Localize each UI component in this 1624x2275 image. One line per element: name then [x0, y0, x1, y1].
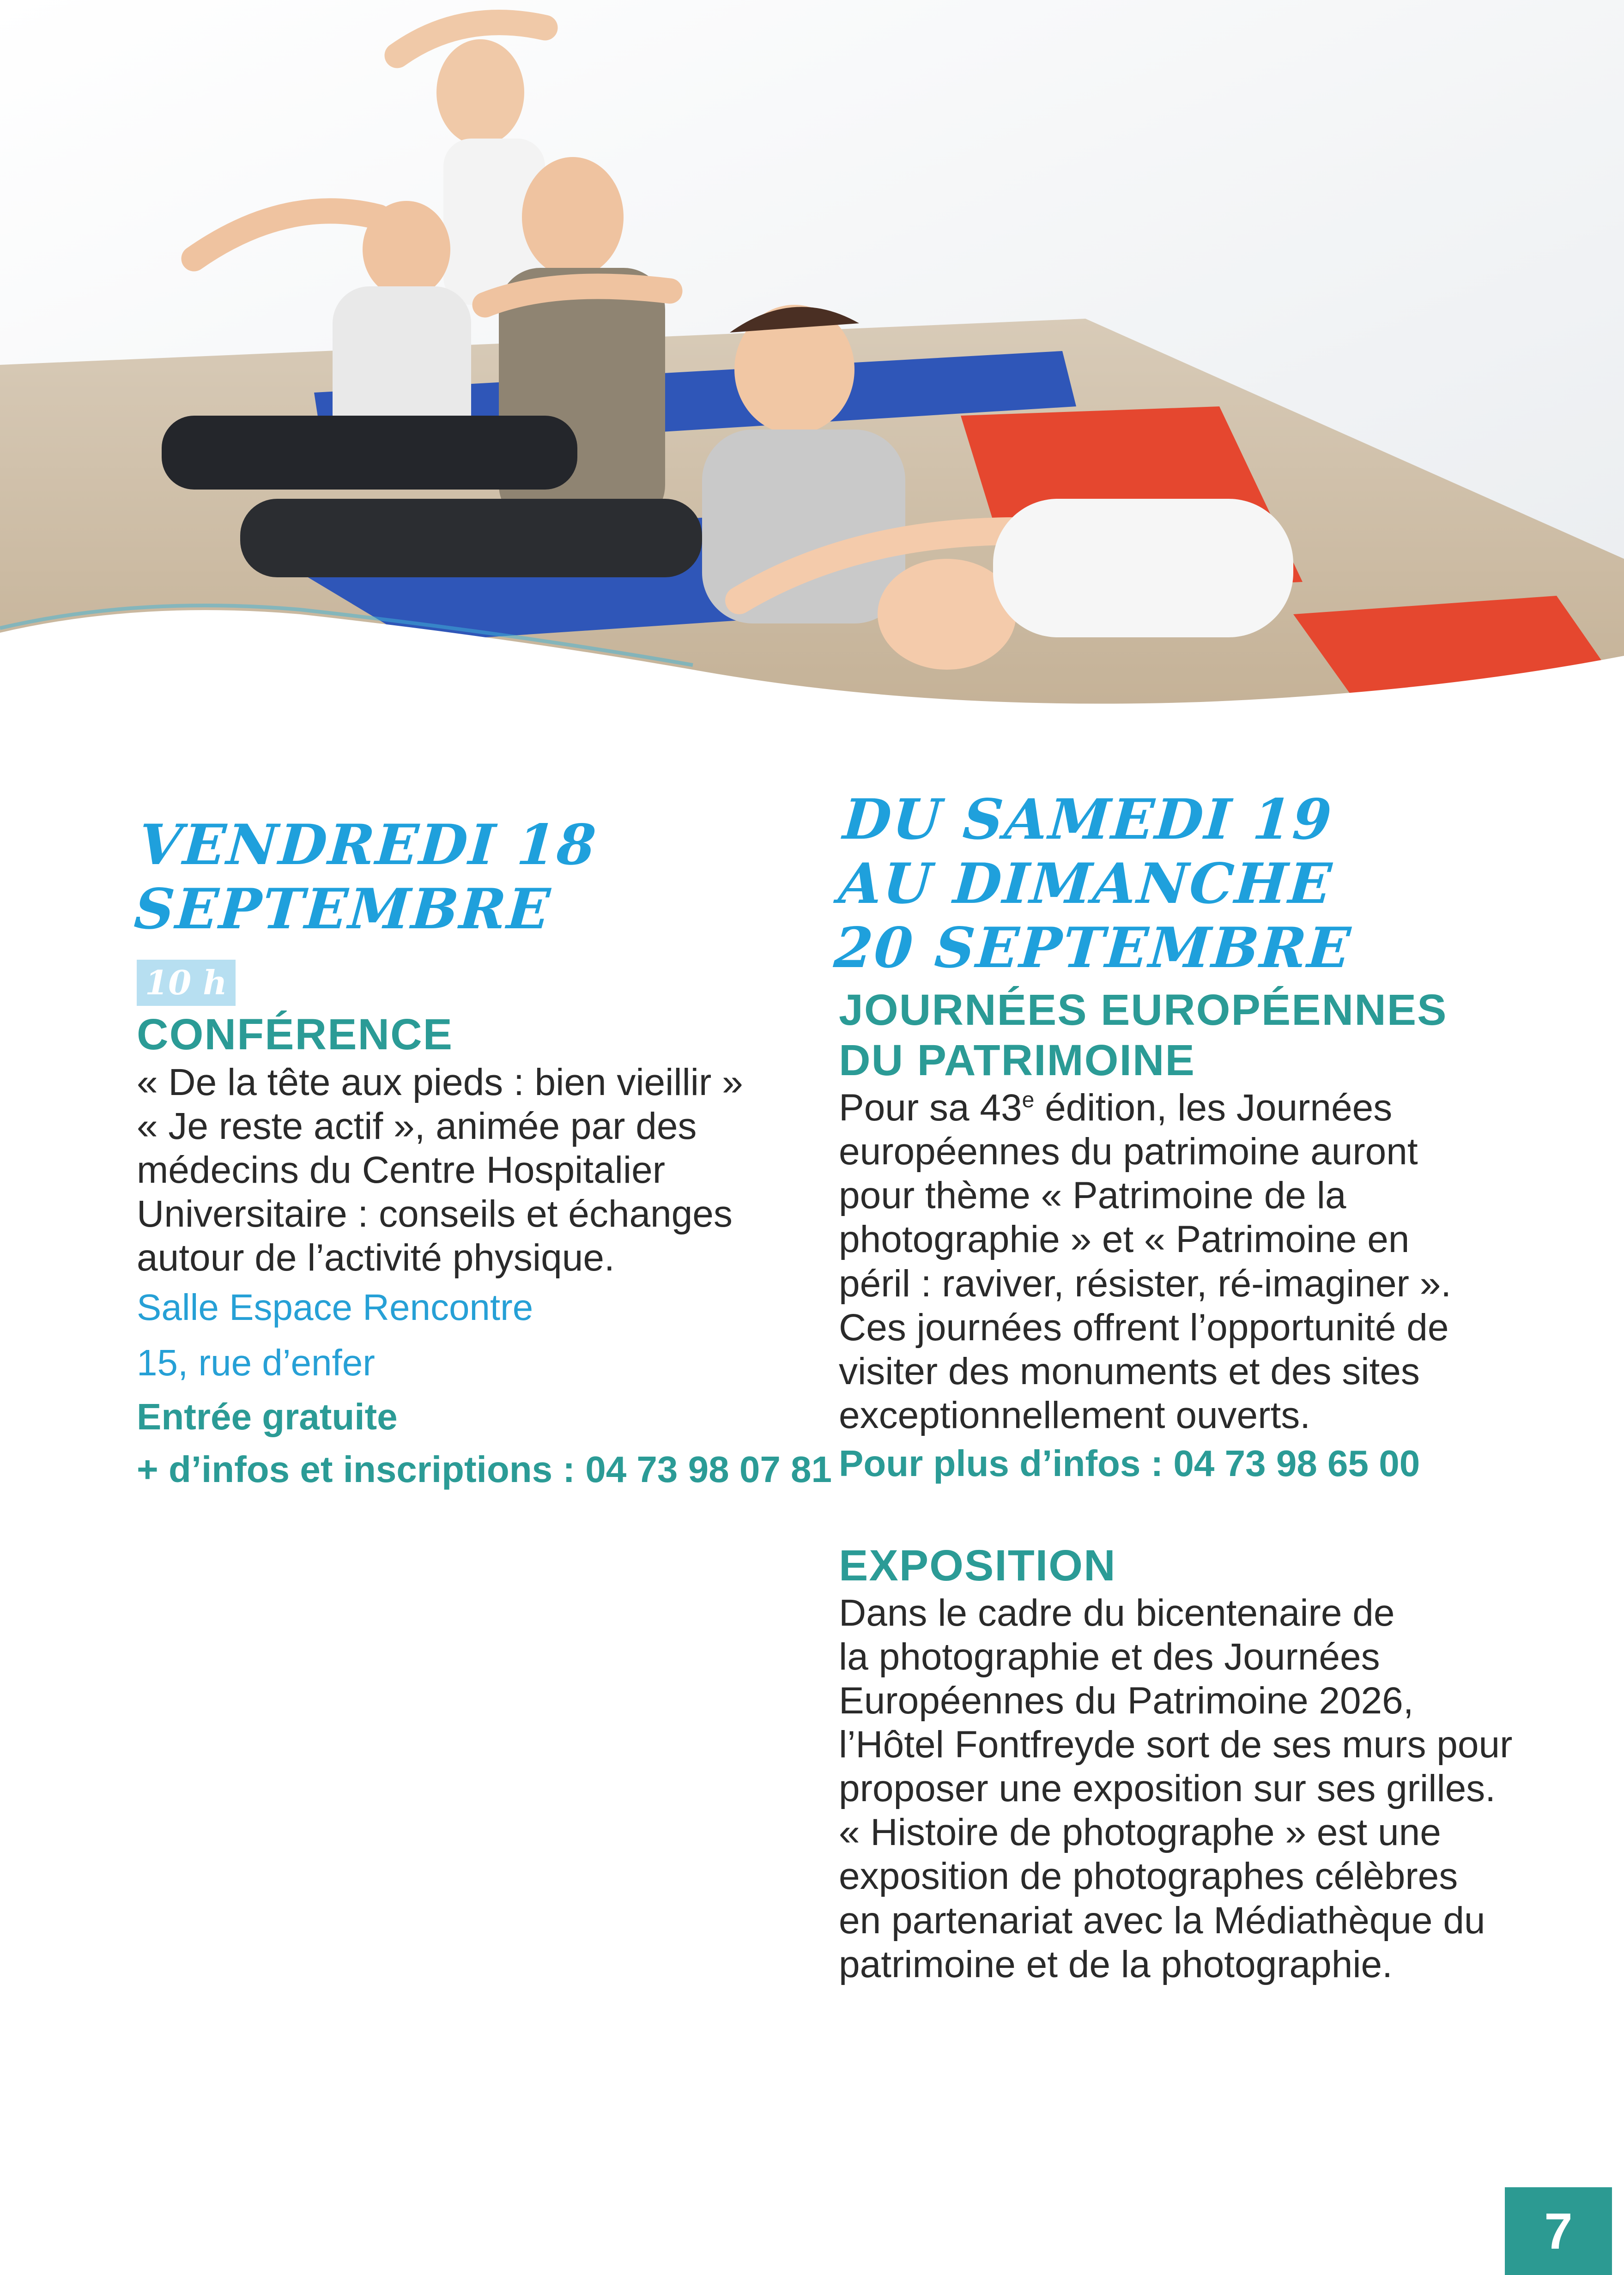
hero-photo — [0, 0, 1624, 720]
edition-text: édition, les Journées — [1034, 1087, 1393, 1129]
text-line: pour thème « Patrimoine de la — [839, 1174, 1346, 1217]
text-line: « Je reste actif », animée par des — [137, 1105, 697, 1147]
text-line: exposition de photographes célèbres — [839, 1855, 1458, 1898]
edition-superscript: e — [1022, 1088, 1035, 1113]
date-line: SEPTEMBRE — [132, 877, 553, 942]
event-date-title — [132, 813, 806, 941]
event-date-title — [832, 787, 1566, 980]
date-line: 20 SEPTEMBRE — [832, 915, 1354, 981]
date-line: VENDREDI 18 — [136, 812, 600, 877]
address: 15, rue d’enfer — [137, 1342, 375, 1384]
text-line — [839, 1086, 1559, 1130]
contact-phone: + d’infos et inscriptions : 04 73 98 07 81 — [137, 1448, 832, 1490]
edition-text: Pour sa 43 — [839, 1087, 1022, 1129]
text-line: en partenariat avec la Médiathèque du — [839, 1899, 1485, 1942]
text-line: « De la tête aux pieds : bien vieillir » — [137, 1061, 743, 1103]
contact-phone: Pour plus d’infos : 04 73 98 65 00 — [839, 1442, 1420, 1484]
time-badge: 10 h — [137, 960, 236, 1006]
text-line: européennes du patrimoine auront — [839, 1131, 1418, 1173]
section-line: DU PATRIMOINE — [839, 1035, 1195, 1085]
entry-info: Entrée gratuite — [137, 1396, 398, 1438]
text-line: visiter des monuments et des sites — [839, 1350, 1420, 1392]
text-line: Européennes du Patrimoine 2026, — [839, 1680, 1414, 1722]
section-title-exposition: EXPOSITION — [839, 1541, 1116, 1590]
event-column-right — [832, 787, 1559, 1986]
text-line: « Histoire de photographe » est une — [839, 1811, 1441, 1854]
text-line: la photographie et des Journées — [839, 1635, 1380, 1678]
section-title-conference: CONFÉRENCE — [137, 1010, 454, 1059]
text-line: Universitaire : conseils et échanges — [137, 1192, 733, 1235]
event-column-left — [132, 812, 832, 1495]
heritage-days-description — [839, 1086, 1559, 1437]
text-line: péril : raviver, résister, ré-imaginer ». — [839, 1262, 1452, 1305]
text-line: autour de l’activité physique. — [137, 1237, 615, 1279]
venue: Salle Espace Rencontre — [137, 1287, 533, 1328]
exposition-description — [839, 1591, 1559, 1986]
text-line: exceptionnellement ouverts. — [839, 1394, 1311, 1436]
page-number: 7 — [1505, 2187, 1612, 2275]
conference-description — [137, 1060, 802, 1280]
date-line: DU SAMEDI 19 — [841, 787, 1335, 852]
text-line: photographie » et « Patrimoine en — [839, 1218, 1410, 1261]
exercise-class-illustration — [0, 0, 1624, 720]
section-title-heritage-days — [839, 985, 1559, 1086]
text-line: Dans le cadre du bicentenaire de — [839, 1591, 1395, 1634]
text-line: patrimoine et de la photographie. — [839, 1943, 1393, 1985]
date-line: AU DIMANCHE — [836, 851, 1335, 917]
text-line: Ces journées offrent l’opportunité de — [839, 1306, 1449, 1349]
text-line: l’Hôtel Fontfreyde sort de ses murs pour — [839, 1724, 1513, 1766]
text-line: médecins du Centre Hospitalier — [137, 1149, 665, 1191]
section-line: JOURNÉES EUROPÉENNES — [839, 985, 1448, 1035]
text-line: proposer une exposition sur ses grilles. — [839, 1767, 1496, 1810]
